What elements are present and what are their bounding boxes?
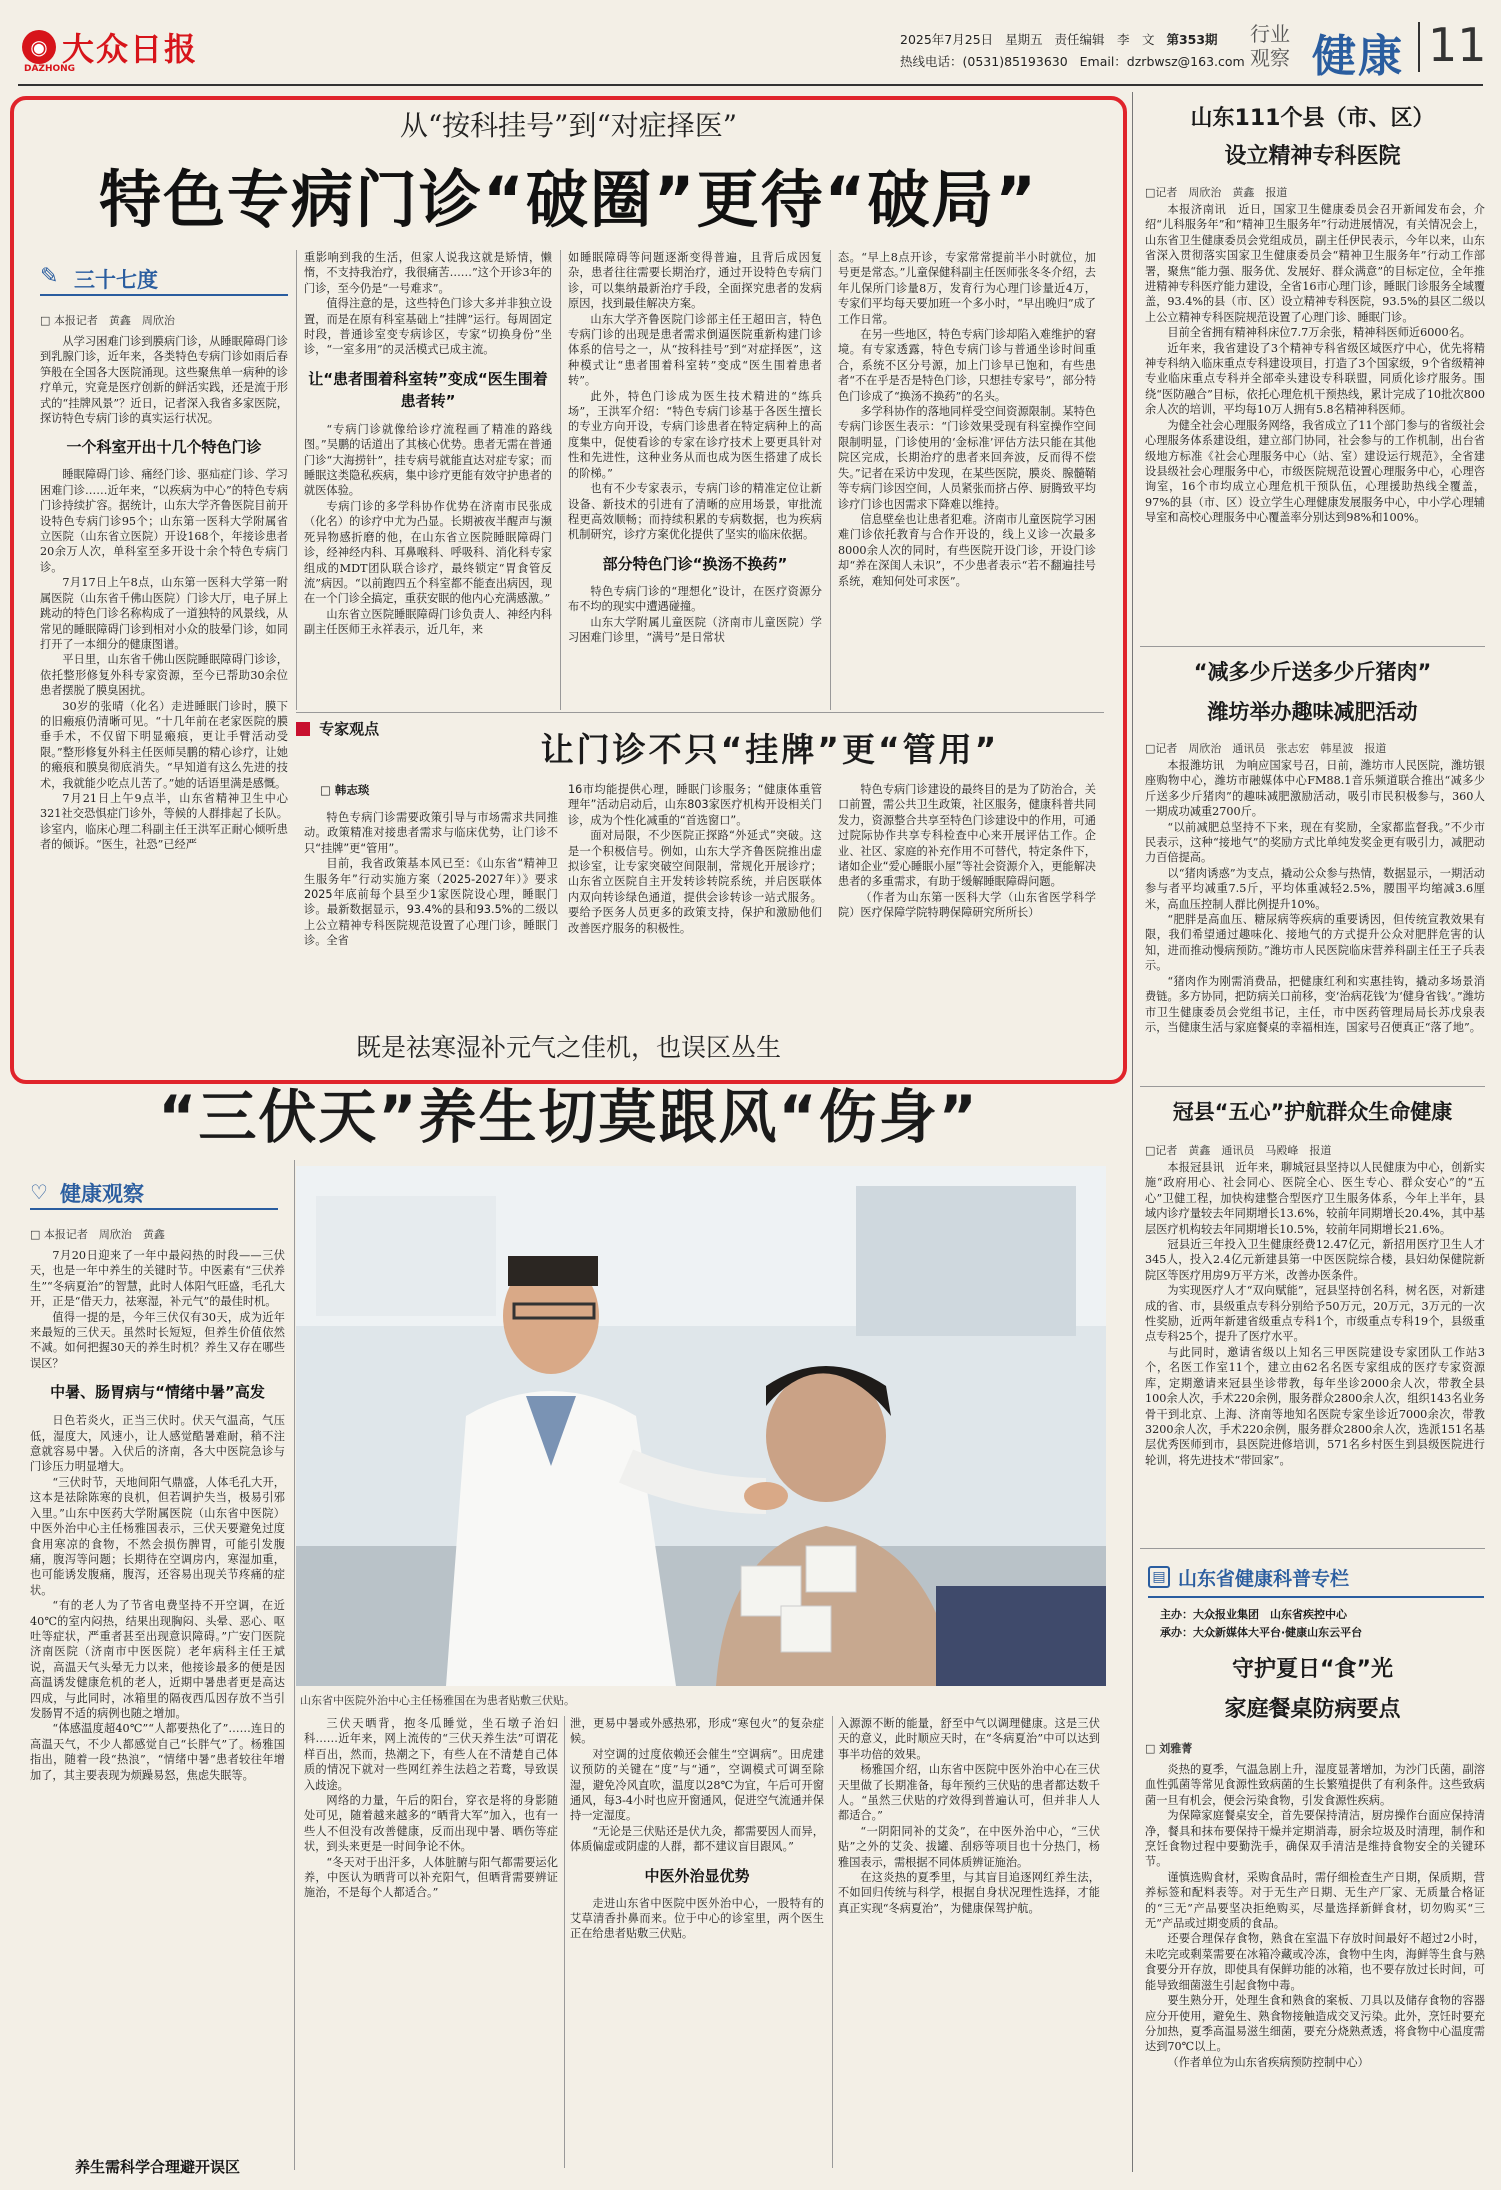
paragraph: 山东大学附属儿童医院（济南市儿童医院）学习困难门诊里，“满号”是日常状	[568, 615, 822, 644]
paragraph: 专病门诊的多学科协作优势在济南市民张成（化名）的诊疗中尤为凸显。长期被夜半醒声与濒死异物感折磨的他，在山东省立医院睡眠障碍门诊，经神经内科、耳鼻喉科、呼吸科、消化科专家组成的MDT团队联合诊疗，最终锁定“胃食管反流”病因。“以前跑四五个科室都不能查出病因，现在一个门诊全搞定，重获安眠的他内心充满感激。”	[304, 499, 552, 606]
paragraph: 特色专病门诊的“理想化”设计，在医疗资源分布不均的现实中遭遇碰撞。	[568, 584, 822, 614]
science-organizer: 主办：大众报业集团 山东省疾控中心	[1160, 1608, 1347, 1621]
paragraph: 与此同时，邀请省级以上知名三甲医院建设专家团队工作站3个，名医工作室11个，建立由62名名医专家组成的医疗专家资源库，定期邀请来冠县坐诊带教，每年坐诊2000余人次，带教全县100余人次，手术220余例，服务群众2800余人次，组织143名业务骨干到北京、上海、济南等地知名医院专家坐诊近7000余次，带教3200余人次，手术220余例，服务群众2800余人次，选派151名基层优秀医师到市，县医院进修培训，571名乡村医生到县级医院进行轮训，将先进技术“带回家”。	[1145, 1345, 1485, 1467]
second-col-2	[304, 1716, 558, 2168]
paragraph: 目前全省拥有精神科床位7.7万余张，精神科医师近6000名。	[1167, 326, 1471, 340]
paragraph: 日色若炎火，正当三伏时。伏天气温高，气压低，湿度大，风速小，让人感觉酷暑难耐，稍不注意就容易中暑。入伏后的济南，各大中医院急诊与门诊压力明显增大。	[30, 1414, 285, 1474]
expert-headline: 让门诊不只“挂牌”更“管用”	[540, 730, 1000, 769]
right-a2-headline: “减多少斤送多少斤猪肉” 潍坊举办趣味减肥活动	[1193, 660, 1432, 724]
paragraph: 为健全社会心理服务网络，我省成立了11个部门参与的省级社会心理服务体系建设组，建立部门协同，社会参与的工作机制，出台省级地方标准《社会心理服务中心（站、室）建设运行规范》，全省建设县级社会心理服务中心，市级医院规范设置心理服务中心，心理咨询室，16个市均成立心理危机干预队伍，心理援助热线全覆盖，97%的县（市、区）设立学生心理健康发展服务中心，中小学心理辅导室和高校心理服务中心覆盖率分别达到98%和100%。	[1145, 418, 1485, 525]
paragraph: 特色专病门诊建设的最终目的是为了防治合，关口前置，需公共卫生政策，社区服务，健康科普共同发力，资源整合共享至特色门诊建设中的作用，可通过院际协作共享专科检查中心来开展评估工作。企业、社区、家庭的补充作用不可替代，特定条件下，诸如企业“爱心睡眠小屋”等社会资源介入，更能解决患者的多重需求，有助于缓解睡眠障碍问题。	[838, 783, 1096, 889]
paragraph: “一阴阳同补的艾灸”，在中医外治中心，“三伏贴”之外的艾灸、拔罐、刮痧等项目也十分热门，杨雅国表示，需根据不同体质辨证施治。	[838, 1824, 1100, 1869]
paragraph: 炎热的夏季，气温急剧上升，湿度显著增加，为沙门氏菌，副溶血性弧菌等常见食源性致病菌的生长繁殖提供了有利条件。这些致病菌一旦有机会，便会污染食物，引发食源性疾病。	[1145, 1763, 1485, 1807]
paragraph: 要生熟分开，处理生食和熟食的案板、刀具以及储存食物的容器应分开使用，避免生、熟食物接触造成交叉污染。此外，烹饪时要充分加热，夏季高温易滋生细菌，要充分烧熟煮透，将食物中心温度需达到70℃以上。	[1145, 1994, 1485, 2054]
second-col-4	[838, 1716, 1100, 2168]
paragraph: 入源源不断的能量，舒至中气以调理健康。这是三伏天的意义，此时顺应天时，在“冬病夏治”中可以达到事半功倍的效果。	[838, 1717, 1100, 1761]
newspaper-name: 大众日报	[62, 30, 199, 68]
paragraph: “冬天对于出汗多，人体脏腑与阳气都需要运化养，中医认为晒背可以补充阳气，但晒背需要辨证施治，不是每个人都适合。”	[304, 1855, 558, 1900]
news-photo	[296, 1166, 1106, 1686]
paragraph: 本报潍坊讯 为响应国家号召，日前，潍坊市人民医院，潍坊银座购物中心，潍坊市融媒体中心FM88.1音乐频道联合推出“减多少斤送多少斤猪肉”的趣味减肥激励活动，吸引市民积极参与，360人一期成功减重2700斤。	[1145, 759, 1485, 819]
masthead-contact	[900, 52, 1245, 70]
column-tag: 三十七度	[74, 268, 158, 292]
masthead-meta	[900, 30, 1218, 48]
paragraph: 三伏天晒背，抱冬瓜睡觉，坐石墩子治妇科……近年来，网上流传的“三伏天养生法”可谓花样百出，然而，热潮之下，有些人在不清楚自己体质的情况下就对一些网红养生法趋之若鹜，导致误入歧途。	[304, 1717, 558, 1792]
lead-byline: □ 本报记者 黄鑫 周欣治	[40, 314, 175, 327]
editor: 责任编辑 李 文	[1054, 32, 1155, 47]
paragraph: 值得一提的是，今年三伏仅有30天，成为近年来最短的三伏天。虽然时长短短，但养生价值依然不减。如何把握30天的养生时机？养生又存在哪些误区？	[30, 1310, 285, 1370]
right-a3-body	[1145, 1160, 1485, 1540]
paragraph: “以前减肥总坚持不下来，现在有奖励，全家都监督我。”不少市民表示，这种“接地气”的奖励方式比单纯发奖金更有吸引力，减肥动力百倍提高。	[1145, 820, 1485, 865]
paragraph: 值得注意的是，这些特色门诊大多并非独立设置，而是在原有科室基础上“挂牌”运行。每周固定时段，普通诊室变专病诊区，专家“切换身份”坐诊，“一室多用”的灵活模式已成主流。	[304, 297, 552, 357]
science-co-organizer: 承办：大众新媒体大平台·健康山东云平台	[1160, 1626, 1363, 1639]
newspaper-logo-icon: ◉	[22, 30, 56, 64]
paragraph: “专病门诊就像给诊疗流程画了精准的路线图。”吴鹏的话道出了其核心优势。患者无需在普通门诊“大海捞针”，挂专病号就能直达对症专家；而睡眠这类隐私疾病，集中诊疗更能有效守护患者的就医体验。	[304, 422, 552, 498]
paragraph: 7月17日上午8点，山东第一医科大学第一附属医院（山东省千佛山医院）门诊大厅，电子屏上跳动的特色门诊名称构成了一道独特的风景线，从常见的睡眠障碍门诊到相对小众的肢晕门诊，如同打开了一本细分的健康图谱。	[40, 576, 288, 651]
paragraph: 7月20日迎来了一年中最闷热的时段——三伏天，也是一年中养生的关键时节。中医素有“三伏养生”“冬病夏治”的智慧，此时人体阳气旺盛，毛孔大开，正是“借天力，祛寒湿，补元气”的最佳时机。	[30, 1249, 285, 1309]
paragraph: 平日里，山东省千佛山医院睡眠障碍门诊诊，依托整形修复外科专家资源，至今已帮助30余位患者摆脱了膜臭困扰。	[40, 653, 288, 698]
paragraph: “体感温度超40℃”“人都要热化了”……连日的高温天气，不少人都感觉自己“长胖气”了。杨雅国指出，随着一段“热浪”，“情绪中暑”患者较往年增加了，其主要表现为烦躁易怒，焦虑失眠等。	[30, 1722, 285, 1782]
paragraph: 泄，更易中暑或外感热邪，形成“寒包火”的复杂症候。	[570, 1717, 824, 1746]
paragraph: 7月21日上午9点半，山东省精神卫生中心321社交恐惧症门诊外，等候的人群排起了长队。诊室内，临床心理二科副主任王洪军正耐心倾听患者的倾诉。“医生，社恐”已经严	[40, 791, 288, 852]
paragraph: 面对局限，不少医院正探路“外延式”突破。这是一个积极信号。例如，山东大学齐鲁医院推出虚拟诊室，让专家突破空间限制，常规化开展诊疗；山东省立医院自主开发转诊转院系统，并启医联体内双向转诊绿色通道，提供会诊转诊一站式服务。要给予医务人员更多的政策支持，保护和激励他们改善医疗服务的积极性。	[568, 829, 822, 935]
second-col-1	[30, 1248, 285, 2168]
paragraph: 目前，我省政策基本风已至：《山东省“精神卫生服务年”行动实施方案（2025-2027年）》要求2025年底前每个县至少1家医院设心理，睡眠门诊。最新数据显示，93.4%的县和93.5%的二级以上公立精神专科医院规范设置了心理门诊，睡眠门诊。全省	[304, 857, 558, 948]
lead-col-4	[838, 250, 1096, 710]
column-tag-box-2	[30, 1176, 278, 1210]
paragraph: 此外，特色门诊成为医生技术精进的“练兵场”，王洪军介绍：“特色专病门诊基于各医生擅长的专业方向开设，专病门诊患者在特定病种上的高度集中，促使看诊的专家在诊疗技术上要更具针对性和先进性，这种业务从而也成为医生搭建了成长的阶梯。”	[568, 389, 822, 480]
right-a1-headline: 山东111个县（市、区） 设立精神专科医院	[1190, 106, 1435, 169]
issue-date: 2025年7月25日	[900, 32, 994, 47]
lead-headline: 特色专病门诊“破圈”更待“破局”	[99, 163, 1038, 236]
lead-col-3	[568, 250, 822, 710]
right-a3-headline: 冠县“五心”护航群众生命健康	[1172, 1100, 1453, 1124]
right-a1-body	[1145, 202, 1485, 642]
section-name: 健康	[1312, 31, 1404, 82]
second-bottom-subhead: 养生需科学合理避开误区	[74, 2158, 240, 2176]
photo-caption: 山东省中医院外治中心主任杨雅国在为患者贴敷三伏贴。	[300, 1694, 575, 1707]
paragraph: 在这炎热的夏季里，与其盲目追逐网红养生法，不如回归传统与科学，根据自身状况理性选择，才能真正实现“冬病夏治”，为健康保驾护航。	[838, 1871, 1100, 1915]
newspaper-name-en: DAZHONG	[24, 64, 76, 74]
paragraph: “猪肉作为刚需消费品，把健康红利和实惠挂钩，撬动多场景消费链。多方协同，把防病关口前移，变‘治病花钱’为‘健身省钱’。”潍坊市卫生健康委员会党组书记，主任，市中医药管理局局长苏戊泉表示，当健康生活与家庭餐桌的幸福相连，国家号召便真正“落了地”。	[1145, 974, 1485, 1034]
paragraph: 冠县近三年投入卫生健康经费12.47亿元，新招用医疗卫生人才345人，投入2.4亿元新建县第一中医医院综合楼，县妇幼保健院新院区等医疗用房9万平方米，改善办医条件。	[1145, 1238, 1485, 1282]
hotline: 热线电话：(0531)85193630	[900, 54, 1068, 69]
lead-subhead-1: 一个科室开出十几个特色门诊	[66, 438, 262, 457]
paragraph: 谨慎选购食材，采购食品时，需仔细检查生产日期，保质期，营养标签和配料表等。对于无生产日期、无生产厂家、无质量合格证的“三无”产品要坚决拒绝购买，尽量选择新鲜食材，切勿购买“三无”产品或过期变质的食品。	[1145, 1870, 1485, 1931]
paragraph: 山东大学齐鲁医院门诊部主任王超田言，特色专病门诊的出现是患者需求倒逼医院重新构建门诊体系的信号之一，从“按科挂号”到“对症择医”，这种模式让“患者围着科室转”变成“医生围着患者转”。	[568, 312, 822, 388]
paragraph: 多学科协作的落地同样受空间资源限制。某特色专病门诊医生表示：“门诊效果受现有科室操作空间限制明显，门诊使用的‘金标准’评估方法只能在其他院区完成，长期治疗的患者来回奔波，反而得不偿失。”记者在采访中发现，在某些医院，膜炎、腺髓鞘等专病门诊因空间，人员紧张而挤占停、厨腾致平均诊疗门诊也因需求下降难以维持。	[838, 405, 1096, 511]
science-column-box	[1148, 1562, 1484, 1598]
science-column-tag: 山东省健康科普专栏	[1178, 1568, 1350, 1590]
paragraph: “有的老人为了节省电费坚持不开空调，在近40℃的室内闷热，结果出现胸闷、头晕、恶心、呕吐等症状，严重者甚至出现意识障碍。”广安门医院济南医院（济南市中医医院）老年病科主任王斌说，高温天气头晕无力以来，他接诊最多的便是因高温诱发健康危机的老人，近期中暑患者更是高达四成，与此同时，冰箱里的隔夜西瓜因存放不当引发肠胃不适的病例也随之增加。	[30, 1599, 285, 1720]
paragraph: 以“猪肉诱惑”为支点，撬动公众参与热情，数据显示，一期活动参与者平均减重7.5斤，平均体重减轻2.5%，腰围平均缩减3.6厘米，高血压控制人群比例提升10%。	[1145, 866, 1485, 911]
paragraph: 信息壁垒也让患者犯难。济南市儿童医院学习困难门诊依托教育与合作开设的，线上义诊一次最多8000余人次的同时，有些医院开设门诊，开设门诊却“养在深闺人未识”，不少患者表示“若不翻遍挂号系统，难知何处可求医”。	[838, 512, 1096, 588]
paragraph: “肥胖是高血压、糖尿病等疾病的重要诱因，但传统宣教效果有限，我们希望通过趣味化、接地气的方式提升公众对肥胖危害的认知，进而推动慢病预防。”潍坊市人民医院临床营养科副主任王子兵表示。	[1145, 913, 1485, 973]
paragraph: “三伏时节，天地间阳气鼎盛，人体毛孔大开，这本是祛除陈寒的良机，但若调护失当，极易引邪入里。”山东中医药大学附属医院（山东省中医院）中医外治中心主任杨雅国表示，三伏天要避免过度食用寒凉的食物，不然会损伤脾胃，可能引发腹痛，腹泻等问题；长期待在空调房内，寒湿加重，也可能诱发腹痛，腹泻，还容易出现关节疼痛的症状。	[30, 1475, 285, 1597]
paragraph: 网络的力量，午后的阳台，穿衣是将的身影随处可见，随着越来越多的“晒背大军”加入，也有一些人不但没有改善健康，反而出现中暑、晒伤等症状，到头来更是一时间争论不休。	[304, 1794, 558, 1854]
masthead-rule	[18, 84, 1483, 86]
paragraph: 为保障家庭餐桌安全，首先要保持清洁，厨房操作台面应保持清净，餐具和抹布要保持干燥并定期消毒，厨余垃圾及时清理，制作和烹饪食物过程中要勤洗手，确保双手清洁是维持食物安全的关键环节。	[1145, 1809, 1485, 1869]
paragraph: 睡眠障碍门诊、痛经门诊、驱疝症门诊、学习困难门诊……近年来，“以疾病为中心”的特色专病门诊持续扩容。据统计，山东大学齐鲁医院目前开设特色专病门诊95个；山东第一医科大学附属省立医院（山东省立医院）开设168个，年接诊患者20余万人次，单科室至多开设十余个特色专病门诊。	[40, 468, 288, 574]
paragraph: 本报冠县讯 近年来，聊城冠县坚持以人民健康为中心，创新实施“政府用心、社会同心、医院全心、医生专心、群众安心”的“五心”卫健工程，加快构建整合型医疗卫生服务体系，今年上半年，县域内诊疗量较去年同期增长13.6%，较前年同期增长20.4%，其中基层医疗机构较去年同期增长10.5%，较前年同期增长21.6%。	[1145, 1161, 1485, 1236]
second-subhead-2: 中医外治显优势	[644, 1866, 750, 1885]
expert-author: □ 韩志琰	[320, 783, 370, 797]
expert-marker-icon	[296, 722, 310, 736]
heartbeat-icon: ♡	[30, 1180, 48, 1204]
paragraph: 本报济南讯 近日，国家卫生健康委员会召开新闻发布会，介绍“儿科服务年”和“精神卫生服务年”行动进展情况，有关情况会上，山东省卫生健康委员会党组成员，副主任伊民表示，今年以来，山东省深入贯彻落实国家卫生健康委员会“精神卫生服务年”行动工作部署，聚焦“能力强、服务优、发展好、群众满意”的目标定位，全年推进精神专科医疗能力建设，全省16市心理门诊，睡眠门诊服务全域覆盖，93.4%的县（市、区）设立精神专科医院，93.5%的县区二级以上公立精神专科医院规范设置了心理门诊、睡眠门诊。	[1145, 203, 1485, 324]
book-icon: ▤	[1148, 1566, 1170, 1588]
right-a2-byline: □记者 周欣治 通讯员 张志宏 韩星波 报道	[1145, 742, 1387, 755]
paragraph: 也有不少专家表示，专病门诊的精准定位让新设备、新技术的引进有了清晰的应用场景，审批流程更高效顺畅；而持续积累的专病数据，也为疾病机制研究，诊疗方案优化提供了坚实的临床依据。	[568, 482, 822, 542]
issue-number: 第353期	[1166, 32, 1218, 47]
paragraph: 态。“早上8点开诊，专家常常提前半小时就位，加号更是常态。”儿童保健科副主任医师张冬冬介绍，去年儿保所门诊量8万，发育行为心理门诊量近4万，专家们平均每天要加班一个多小时，“早出晚归”成了工作日常。	[838, 251, 1096, 326]
lead-subhead-3: 部分特色门诊“换汤不换药”	[602, 554, 788, 573]
email: Email：dzrbwsz@163.com	[1079, 54, 1245, 69]
author-signature: （作者单位为山东省疾病预防控制中心）	[1167, 2055, 1369, 2069]
masthead-divider	[1418, 22, 1420, 72]
paragraph: 近年来，我省建设了3个精神专科省级区域医疗中心，优先将精神专科纳入临床重点专科建设项目，打造了3个国家级，9个省级精神专业临床重点专科并全部牵头建设专科联盟，同质化诊疗服务。围绕“医防融合”目标，依托心理危机干预热线，累计完成了10批次800余人次的培训，平均每10万人拥有5.8名精神科医师。	[1145, 341, 1485, 417]
paragraph: 16市均能提供心理，睡眠门诊服务；“健康体重管理年”活动启动后，山东803家医疗机构开设相关门诊，成为个性化减重的“首选窗口”。	[568, 783, 822, 827]
paragraph: 为实现医疗人才“双向赋能”，冠县坚持创名科，树名医，对新建成的省、市，县级重点专科分别给予50万元，20万元，3万元的一次性奖励，近两年新建省级重点专科1个，市级重点专科19个，县级重点专科25个，提升了医疗水平。	[1145, 1284, 1485, 1344]
lead-intro: 从学习困难门诊到膜病门诊，从睡眠障碍门诊到乳腺门诊，近年来，各类特色专病门诊如雨后春笋般在全国各大医院涌现。这些聚焦单一病种的诊疗单元，究竟是医疗创新的鲜活实践，还是流于形式的“挂牌风景”？近日，记者深入我省多家医院，探访特色专病门诊的真实运行状况。	[40, 335, 288, 426]
expert-tag-box	[296, 718, 386, 742]
second-headline: “三伏天”养生切莫跟风“伤身”	[158, 1083, 979, 1151]
lead-subhead-2: 让“患者围着科室转”变成“医生围着患者转”	[308, 369, 548, 410]
second-col-3	[570, 1716, 824, 2168]
column-tag-2: 健康观察	[60, 1182, 144, 1206]
right-a2-body	[1145, 758, 1485, 1080]
pen-icon: ✎	[40, 264, 59, 289]
paragraph: 还要合理保存食物，熟食在室温下存放时间最好不超过2小时，未吃完或剩菜需要在冰箱冷藏或冷冻，食物中生肉，海鲜等生食与熟食要分开存放，即使具有保鲜功能的冰箱，也不要存放过长时间，可能导致细菌滋生引起食物中毒。	[1145, 1932, 1485, 1992]
paragraph: 如睡眠障碍等问题逐渐变得普遍，且背后成因复杂，患者往往需要长期治疗，通过开设特色专病门诊，可以集纳最新治疗手段，全面探究患者的发病原因，找到最佳解决方案。	[568, 251, 822, 311]
paragraph: 山东省立医院睡眠障碍门诊负责人、神经内科副主任医师王永祥表示，近几年，来	[304, 607, 552, 637]
right-a1-byline: □记者 周欣治 黄鑫 报道	[1145, 186, 1288, 199]
paragraph: 在另一些地区，特色专病门诊却陷入难维护的窘境。有专家透露，特色专病门诊与普通坐诊时间重合，系统不区分号源，加上门诊早已饱和，有些患者“不在乎是否是特色门诊，只想挂专家号”，部分特色门诊成了“换汤不换药”的名头。	[838, 328, 1096, 403]
expert-signature: （作者为山东第一医科大学（山东省医学科学院）医疗保障学院特聘保障研究所所长）	[838, 890, 1096, 920]
column-tag-box	[40, 262, 288, 296]
lead-kicker: 从“按科挂号”到“对症择医”	[399, 109, 738, 142]
paragraph: 特色专病门诊需要政策引导与市场需求共同推动。政策精准对接患者需求与临床优势，让门诊不只“挂牌”更“管用”。	[304, 811, 558, 855]
paragraph: 重影响到我的生活，但家人说我这就是矫情，懒惰，不支持我治疗，我很痛苦……”这个开诊3年的门诊，至今仍是“一号难求”。	[304, 251, 552, 295]
second-subhead-1: 中暑、肠胃病与“情绪中暑”高发	[50, 1383, 265, 1402]
right-a4-byline: □ 刘雅菁	[1145, 1742, 1193, 1755]
paragraph: “无论是三伏贴还是伏九灸，都需要因人而异，体质偏虚或阴虚的人群，都不建议盲目跟风。”	[570, 1824, 824, 1854]
lead-col-2	[304, 250, 552, 710]
paragraph: 杨雅国介绍，山东省中医院中医外治中心在三伏天里做了长期准备，每年预约三伏贴的患者都达数千人。“虽然三伏贴的疗效得到普遍认可，但并非人人都适合。”	[838, 1763, 1100, 1823]
weekday: 星期五	[1005, 32, 1043, 47]
doctor-treating-patient-illustration	[296, 1166, 1106, 1686]
paragraph: 30岁的张晴（化名）走进睡眠门诊时，膜下的旧瘢痕仍清晰可见。“十几年前在老家医院的膜垂手术，不仅留下明显瘢痕，更让手臂活动受限。”整形修复外科主任医师吴鹏的精心诊疗，让她的瘢痕和膜臭彻底消失。“早知道有这么先进的技术，我就能少吃点儿苦了。”她的话语里满是感慨。	[40, 699, 288, 790]
second-byline: □ 本报记者 周欣治 黄鑫	[30, 1228, 165, 1241]
right-a4-headline: 守护夏日“食”光 家庭餐桌防病要点	[1224, 1657, 1401, 1722]
section-small: 行业 观察	[1250, 22, 1290, 70]
right-a3-byline: □记者 黄鑫 通讯员 马殿峰 报道	[1145, 1144, 1332, 1157]
paragraph: 对空调的过度依赖还会催生“空调病”。田虎建议预防的关键在“度”与“通”，空调模式可调至除湿，避免冷风直吹，温度以28℃为宜，午后可开窗通风，每3-4小时也应开窗通风，促进空气流通并保持一定湿度。	[570, 1747, 824, 1823]
expert-tag: 专家观点	[319, 720, 380, 738]
lead-col-1	[40, 334, 288, 1064]
paragraph: 走进山东省中医院中医外治中心，一股特有的艾草清香扑鼻而来。位于中心的诊室里，两个医生正在给患者贴敷三伏贴。	[570, 1896, 824, 1941]
right-a4-body	[1145, 1762, 1485, 2172]
second-kicker: 既是祛寒湿补元气之佳机，也误区丛生	[355, 1033, 781, 1062]
page-number: 11	[1428, 18, 1487, 72]
